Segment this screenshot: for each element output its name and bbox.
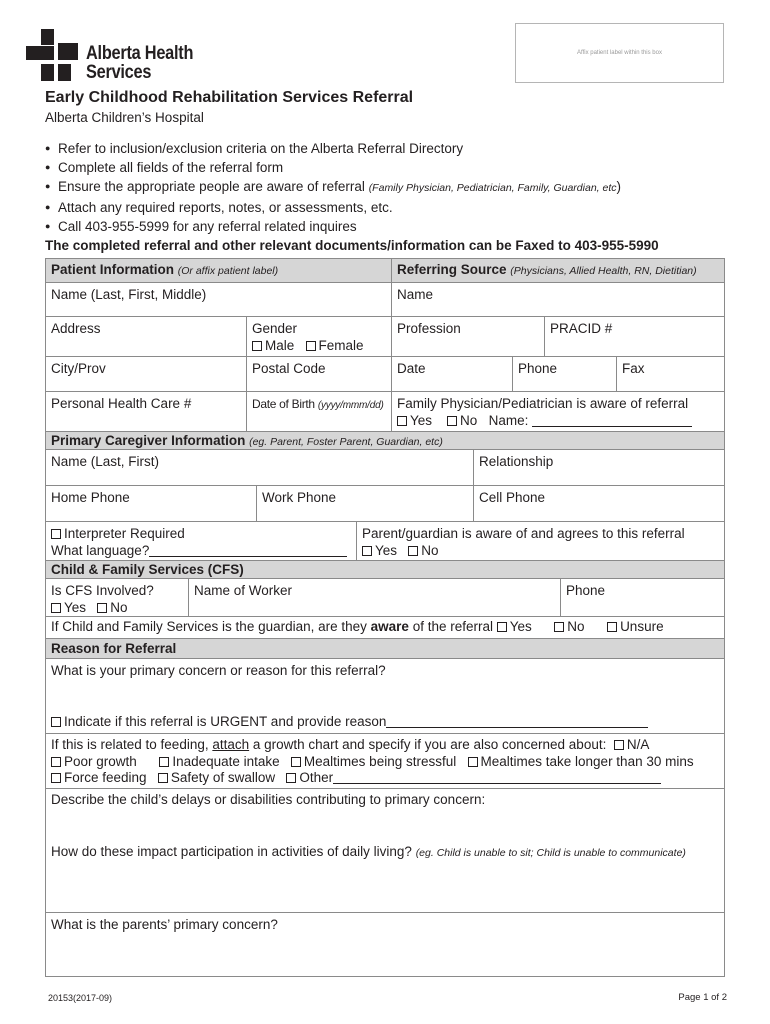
- force-feeding-checkbox[interactable]: [51, 773, 61, 783]
- reason-header: Reason for Referral: [46, 639, 724, 658]
- table-row: [46, 912, 724, 976]
- table-row: [46, 431, 724, 449]
- city-field[interactable]: City/Prov: [51, 361, 106, 376]
- urgent-checkbox[interactable]: [51, 717, 61, 727]
- list-item: ● Ensure the appropriate people are aware of referral (Family Physician, Pediatrician, Family, Guardian, etc): [45, 177, 735, 197]
- mealtimes-long-checkbox[interactable]: [468, 757, 478, 767]
- table-row: [46, 391, 724, 431]
- agrees-no-checkbox[interactable]: [408, 546, 418, 556]
- table-row: [46, 282, 724, 316]
- referring-source-header: Referring Source (Physicians, Allied Health, RN, Dietitian): [391, 259, 724, 282]
- inadequate-intake-checkbox[interactable]: [159, 757, 169, 767]
- aware-yes-checkbox[interactable]: [397, 416, 407, 426]
- date-of-birth-field[interactable]: Date of Birth (yyyy/mmm/dd): [246, 392, 391, 431]
- table-row: [46, 788, 724, 912]
- referrer-name-field[interactable]: Name: [391, 283, 724, 316]
- list-item: ● Attach any required reports, notes, or assessments, etc.: [45, 198, 735, 217]
- male-checkbox[interactable]: [252, 341, 262, 351]
- referrer-phone-field[interactable]: Phone: [512, 357, 616, 391]
- page-subtitle: Alberta Children’s Hospital: [45, 110, 204, 125]
- aware-no-checkbox[interactable]: [447, 416, 457, 426]
- fax-instruction: The completed referral and other relevant documents/information can be Faxed to 403-955-5990: [45, 238, 659, 253]
- ahs-logo-icon: [26, 29, 82, 85]
- list-item: ● Complete all fields of the referral form: [45, 158, 735, 177]
- table-row: [46, 449, 724, 485]
- logo-wordmark: Alberta Health Services: [86, 43, 194, 83]
- feeding-concerns-field[interactable]: If this is related to feeding, attach a growth chart and specify if you are also concerned about: N/A Poor growth Inadequate intake Mealtimes being stressful Mealtimes take longer than 30 mins Force feeding Safety of swallow Other: [51, 737, 694, 785]
- cfs-phone-field[interactable]: Phone: [560, 579, 724, 616]
- caregiver-info-header: Primary Caregiver Information (eg. Parent, Foster Parent, Guardian, etc): [46, 432, 724, 449]
- table-row: [46, 658, 724, 733]
- poor-growth-checkbox[interactable]: [51, 757, 61, 767]
- cfs-guardian-aware-field[interactable]: If Child and Family Services is the guardian, are they aware of the referral Yes No Unsure: [51, 619, 664, 634]
- health-care-number-field[interactable]: Personal Health Care #: [51, 396, 192, 411]
- table-row: [46, 356, 724, 391]
- mealtimes-stressful-checkbox[interactable]: [291, 757, 301, 767]
- na-checkbox[interactable]: [614, 740, 624, 750]
- relationship-field[interactable]: Relationship: [473, 450, 724, 485]
- patient-name-field[interactable]: Name (Last, First, Middle): [51, 287, 207, 302]
- referrer-fax-field[interactable]: Fax: [616, 357, 724, 391]
- gender-field[interactable]: Gender Male Female: [246, 317, 391, 356]
- table-row: [46, 485, 724, 521]
- delays-description-field[interactable]: Describe the child’s delays or disabilities contributing to primary concern: How do these impact participation in activities of daily living? (eg. Child is unable to sit; Child is unable to communicate): [46, 789, 724, 912]
- table-row: [46, 616, 724, 638]
- list-item: ● Refer to inclusion/exclusion criteria on the Alberta Referral Directory: [45, 139, 735, 158]
- profession-field[interactable]: Profession: [391, 317, 544, 356]
- referral-form: [45, 258, 725, 977]
- pracid-field[interactable]: PRACID #: [544, 317, 724, 356]
- table-row: [46, 733, 724, 788]
- list-item: ● Call 403-955-5999 for any referral related inquires: [45, 217, 735, 236]
- table-row: [46, 560, 724, 578]
- cfs-involved-field[interactable]: Is CFS Involved? Yes No: [51, 583, 154, 615]
- safety-swallow-checkbox[interactable]: [158, 773, 168, 783]
- address-field[interactable]: Address: [51, 321, 101, 336]
- table-row: [46, 316, 724, 356]
- cfs-worker-field[interactable]: Name of Worker: [188, 579, 560, 616]
- female-checkbox[interactable]: [306, 341, 316, 351]
- interpreter-field[interactable]: Interpreter Required What language?: [46, 522, 356, 560]
- work-phone-field[interactable]: Work Phone: [256, 486, 473, 521]
- guardian-agrees-field[interactable]: Parent/guardian is aware of and agrees to this referral Yes No: [356, 522, 724, 560]
- table-row: [46, 521, 724, 560]
- home-phone-field[interactable]: Home Phone: [51, 490, 130, 505]
- guardian-unsure-checkbox[interactable]: [607, 622, 617, 632]
- primary-concern-field[interactable]: What is your primary concern or reason for this referral? Indicate if this referral is URGENT and provide reason: [46, 659, 724, 733]
- caregiver-name-field[interactable]: Name (Last, First): [51, 454, 160, 469]
- guardian-yes-checkbox[interactable]: [497, 622, 507, 632]
- ahs-logo: [26, 29, 216, 85]
- postal-code-field[interactable]: Postal Code: [246, 357, 391, 391]
- interpreter-checkbox[interactable]: [51, 529, 61, 539]
- date-field[interactable]: Date: [391, 357, 512, 391]
- patient-label-box: Affix patient label within this box: [515, 23, 724, 83]
- page-number: Page 1 of 2: [678, 992, 727, 1003]
- agrees-yes-checkbox[interactable]: [362, 546, 372, 556]
- cfs-header: Child & Family Services (CFS): [46, 561, 724, 578]
- cfs-yes-checkbox[interactable]: [51, 603, 61, 613]
- instructions-list: [45, 139, 735, 236]
- cfs-no-checkbox[interactable]: [97, 603, 107, 613]
- table-row: [46, 578, 724, 616]
- parents-concern-field[interactable]: What is the parents’ primary concern?: [51, 917, 278, 932]
- table-row: [46, 638, 724, 658]
- page-title: Early Childhood Rehabilitation Services Referral: [45, 89, 414, 106]
- patient-info-header: Patient Information (Or affix patient label): [46, 259, 391, 282]
- impact-question[interactable]: How do these impact participation in activities of daily living? (eg. Child is unable to sit; Child is unable to communicate): [51, 844, 686, 859]
- physician-aware-field[interactable]: Family Physician/Pediatrician is aware of referral Yes No Name:: [391, 392, 724, 431]
- guardian-no-checkbox[interactable]: [554, 622, 564, 632]
- other-checkbox[interactable]: [286, 773, 296, 783]
- section-header-row: [46, 259, 724, 282]
- form-code: 20153(2017-09): [48, 993, 113, 1003]
- cell-phone-field[interactable]: Cell Phone: [473, 486, 724, 521]
